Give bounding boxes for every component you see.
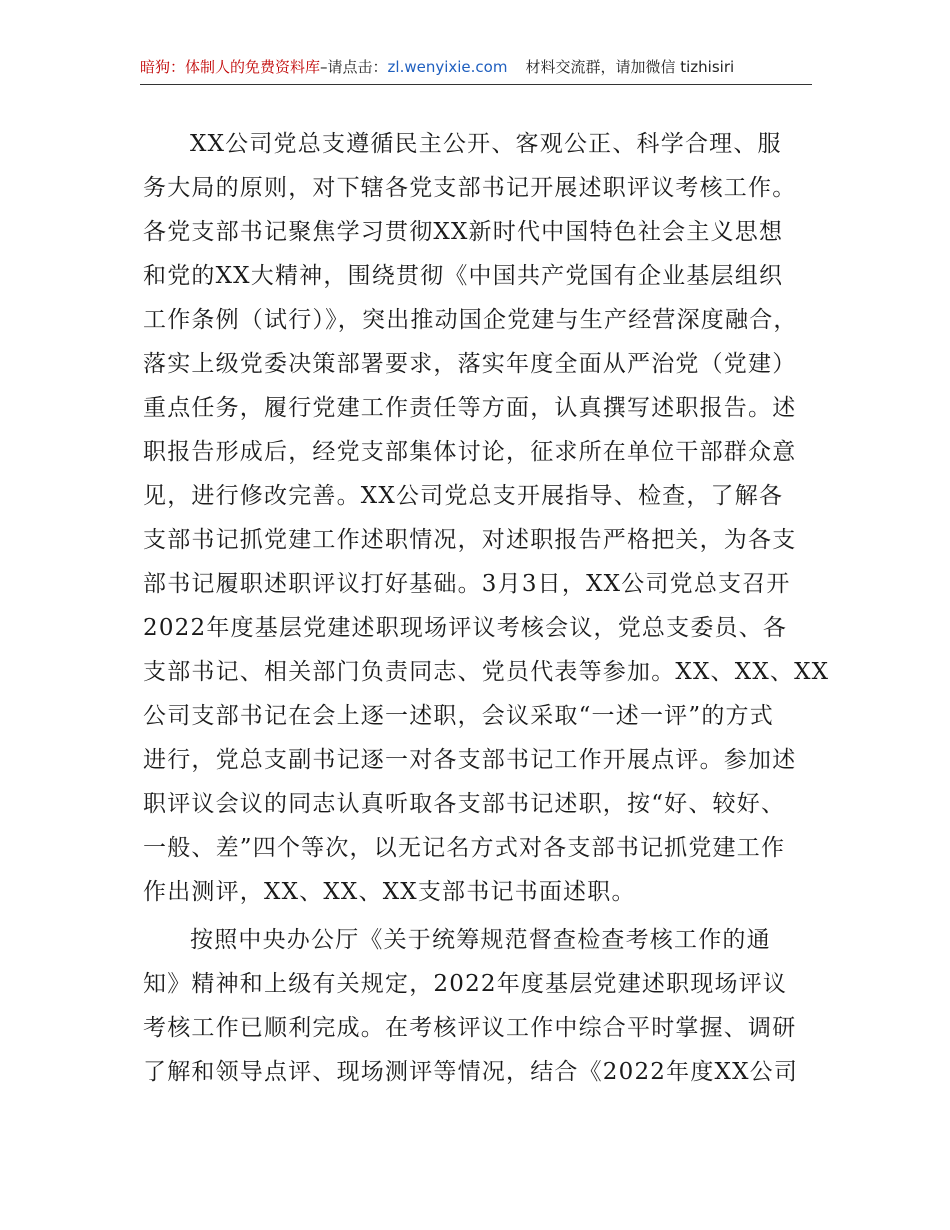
text-line: 落实上级党委决策部署要求，落实年度全面从严治党（党建） (143, 351, 797, 377)
text-line: 工作条例（试行）》，突出推动国企党建与生产经营深度融合， (143, 307, 798, 333)
text-line: 一般、差”四个等次，以无记名方式对各支部书记抓党建工作 (143, 835, 786, 861)
text-line: 考核工作已顺利完成。在考核评议工作中综合平时掌握、调研 (143, 1015, 797, 1041)
header-prompt: –请点击： (320, 58, 388, 76)
text-line: 和党的XX大精神，围绕贯彻《中国共产党国有企业基层组织 (143, 263, 784, 289)
header-brand: 暗狗：体制人的免费资料库 (140, 58, 321, 76)
paragraph-2 (143, 918, 823, 1094)
text-line: 进行，党总支副书记逐一对各支部书记工作开展点评。参加述 (143, 747, 797, 773)
text-line: 支部书记抓党建工作述职情况，对述职报告严格把关，为各支 (143, 527, 797, 553)
text-line: 部书记履职述职评议打好基础。3月3日，XX公司党总支召开 (143, 571, 791, 597)
text-line: 见，进行修改完善。XX公司党总支开展指导、检查，了解各 (143, 483, 784, 509)
text-line: 支部书记、相关部门负责同志、党员代表等参加。XX、XX、XX (143, 659, 830, 685)
text-line: 知》精神和上级有关规定，2022年度基层党建述职现场评议 (143, 971, 788, 997)
text-line: 重点任务，履行党建工作责任等方面，认真撰写述职报告。述 (143, 395, 797, 421)
text-line: 公司支部书记在会上逐一述职，会议采取“一述一评”的方式 (143, 703, 774, 729)
paragraph-1 (143, 122, 830, 914)
text-line: 作出测评，XX、XX、XX支部书记书面述职。 (143, 879, 636, 905)
text-line: 各党支部书记聚焦学习贯彻XX新时代中国特色社会主义思想 (143, 219, 784, 245)
text-line: 了解和领导点评、现场测评等情况，结合《2022年度XX公司 (143, 1059, 799, 1085)
text-line: 务大局的原则，对下辖各党支部书记开展述职评议考核工作。 (143, 175, 797, 201)
text-line: XX公司党总支遵循民主公开、客观公正、科学合理、服 (190, 131, 782, 157)
text-line: 2022年度基层党建述职现场评议考核会议，党总支委员、各 (143, 615, 788, 641)
text-line: 职评议会议的同志认真听取各支部书记述职，按“好、较好、 (143, 791, 786, 817)
text-line: 按照中央办公厅《关于统筹规范督查检查考核工作的通 (190, 927, 771, 953)
header-banner (140, 56, 812, 85)
header-url-link[interactable]: zl.wenyixie.com (387, 58, 508, 76)
text-line: 职报告形成后，经党支部集体讨论，征求所在单位干部群众意 (143, 439, 797, 465)
header-contact: 材料交流群，请加微信 tizhisiri (525, 58, 735, 76)
